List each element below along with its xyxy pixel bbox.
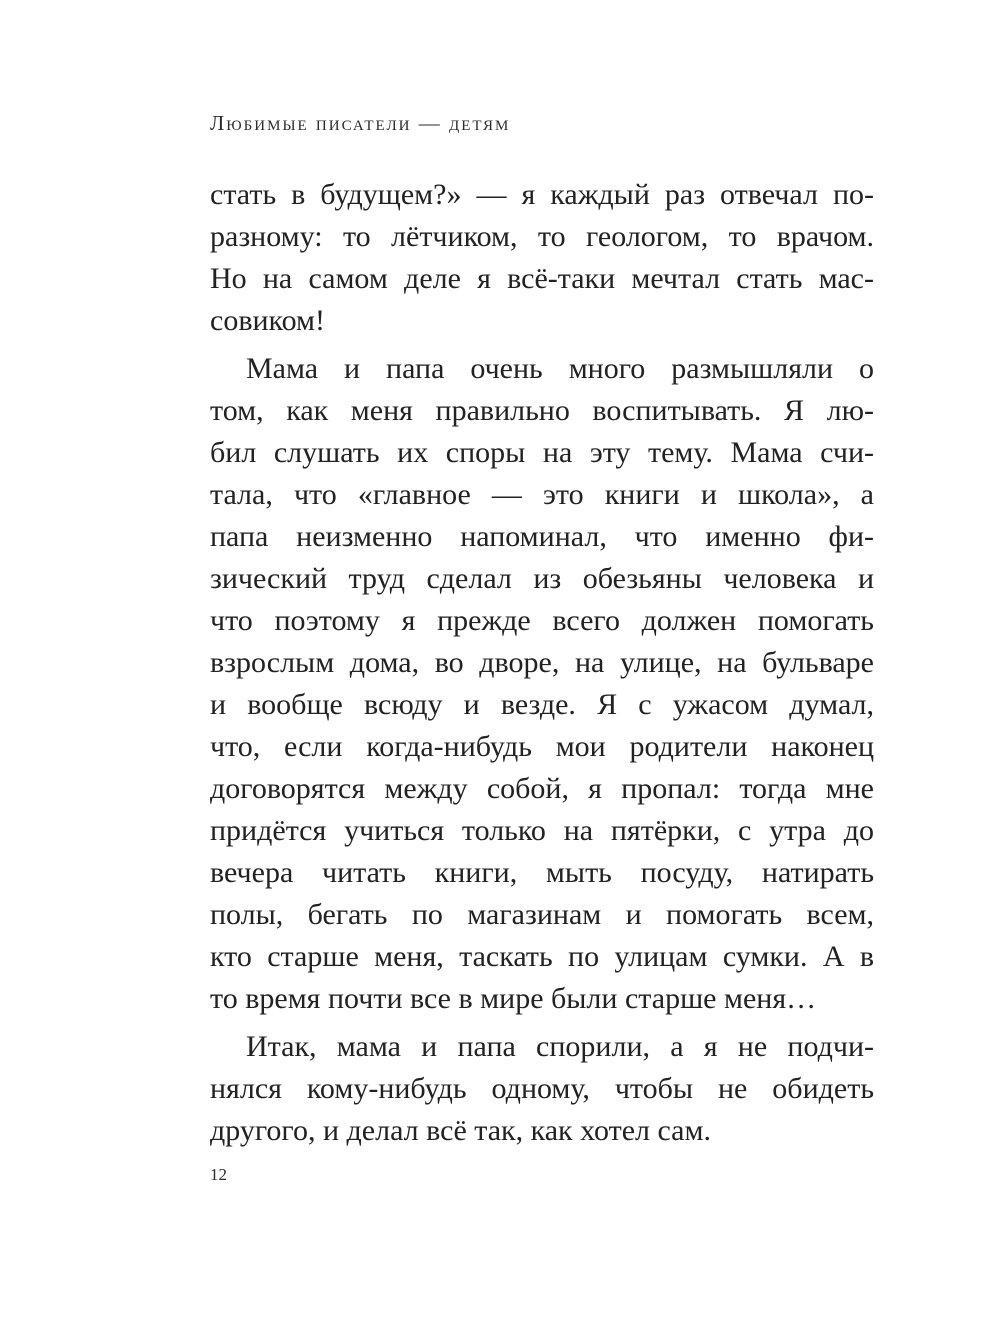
running-head: Любимые писатели — детям xyxy=(210,111,511,135)
text-line: бил слушать их споры на эту тему. Мама счи- xyxy=(210,436,874,469)
text-line: Но на самом деле я всё-таки мечтал стать мас- xyxy=(210,262,874,295)
text-line: придётся учиться только на пятёрки, с утра до xyxy=(210,814,874,847)
page-number: 12 xyxy=(210,1165,227,1184)
text-line: что поэтому я прежде всего должен помогать xyxy=(210,604,874,637)
text-line: стать в будущем?» — я каждый раз отвечал по- xyxy=(210,178,874,211)
text-line: другого, и делал всё так, как хотел сам. xyxy=(210,1114,711,1147)
text-line: что, если когда-нибудь мои родители наконец xyxy=(210,730,874,763)
text-line: договорятся между собой, я пропал: тогда мне xyxy=(210,772,874,805)
text-line: Итак, мама и папа спорили, а я не подчи- xyxy=(246,1030,874,1063)
text-line: Мама и папа очень много размышляли о xyxy=(246,352,874,385)
text-line: полы, бегать по магазинам и помогать всем, xyxy=(210,898,874,931)
paragraph-3 xyxy=(210,1026,874,1152)
text-line: то время почти все в мире были старше меня… xyxy=(210,982,817,1015)
text-line: совиком! xyxy=(210,304,325,337)
text-line: том, как меня правильно воспитывать. Я лю- xyxy=(210,394,874,427)
text-line: вечера читать книги, мыть посуду, натирать xyxy=(210,856,874,889)
text-line: и вообще всюду и везде. Я с ужасом думал, xyxy=(210,688,874,721)
paragraph-1 xyxy=(210,174,874,342)
text-line: папа неизменно напоминал, что именно фи- xyxy=(210,520,874,553)
text-line: взрослым дома, во дворе, на улице, на бульваре xyxy=(210,646,874,679)
text-line: нялся кому-нибудь одному, чтобы не обидеть xyxy=(210,1072,874,1105)
paragraph-2 xyxy=(210,348,874,1020)
text-line: тала, что «главное — это книги и школа», а xyxy=(210,478,874,511)
body-text xyxy=(210,174,874,1152)
text-line: зический труд сделал из обезьяны человека и xyxy=(210,562,874,595)
text-line: кто старше меня, таскать по улицам сумки. А в xyxy=(210,940,874,973)
text-line: разному: то лётчиком, то геологом, то врачом. xyxy=(210,220,874,253)
